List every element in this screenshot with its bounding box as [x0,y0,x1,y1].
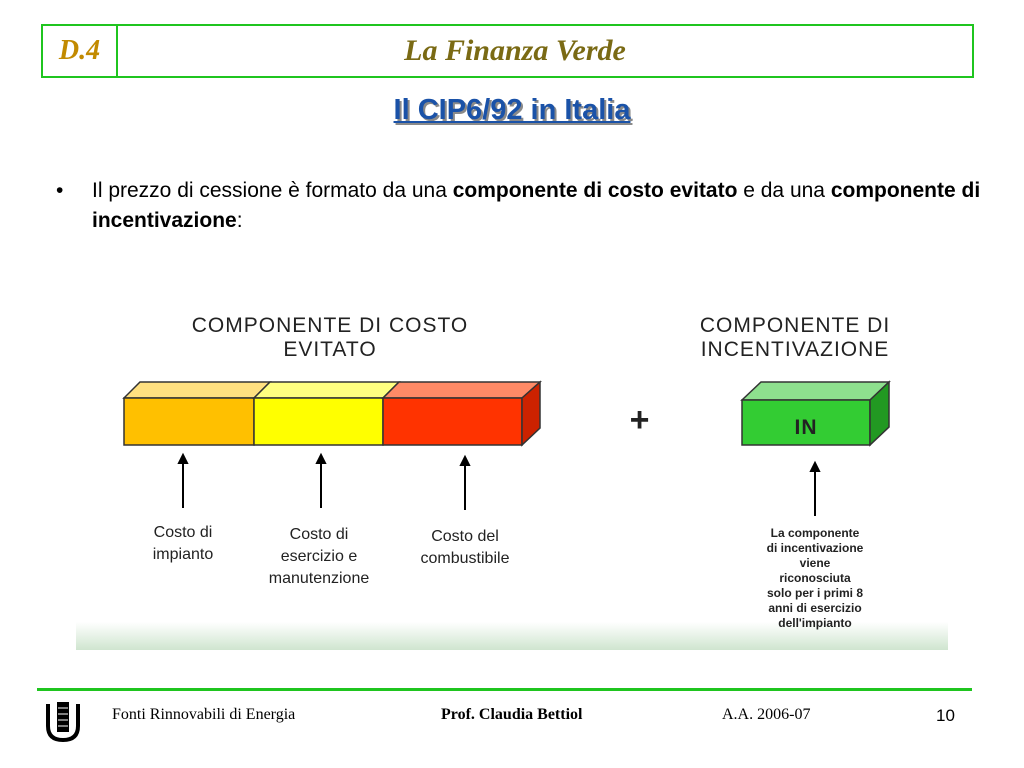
page-number: 10 [936,706,955,725]
section-code: D.4 [43,26,118,76]
label-costo-esercizio: Costo di esercizio e manutenzione [268,526,370,587]
footer-course: Fonti Rinnovabili di Energia [112,706,296,723]
header-title: La Finanza Verde [404,34,626,67]
right-caption: COMPONENTE DI INCENTIVAZIONE [699,314,891,361]
bullet-icon: • [56,179,64,202]
footer-professor: Prof. Claudia Bettiol [441,706,583,723]
slide-title: Il CIP6/92 in Italia [393,94,631,126]
label-costo-impianto: Costo di impianto [152,524,214,563]
left-caption: COMPONENTE DI COSTO EVITATO [191,314,469,361]
bar-costo-esercizio [254,382,399,445]
incentive-note: La componente di incentivazione viene riconosciuta solo per i primi 8 anni di esercizio dell'impianto [766,526,864,630]
bar-costo-combustibile [383,382,540,445]
plus-sign: + [629,401,651,439]
label-costo-combustibile: Costo del combustibile [420,528,510,567]
in-label: IN [794,416,818,439]
university-logo-icon [44,700,82,744]
bar-costo-impianto [124,382,270,445]
bullet-text: Il prezzo di cessione è formato da una componente di costo evitato e da una componente di incentivazione: [92,179,981,232]
footer-divider [37,688,972,691]
footer-year: A.A. 2006-07 [722,706,811,723]
